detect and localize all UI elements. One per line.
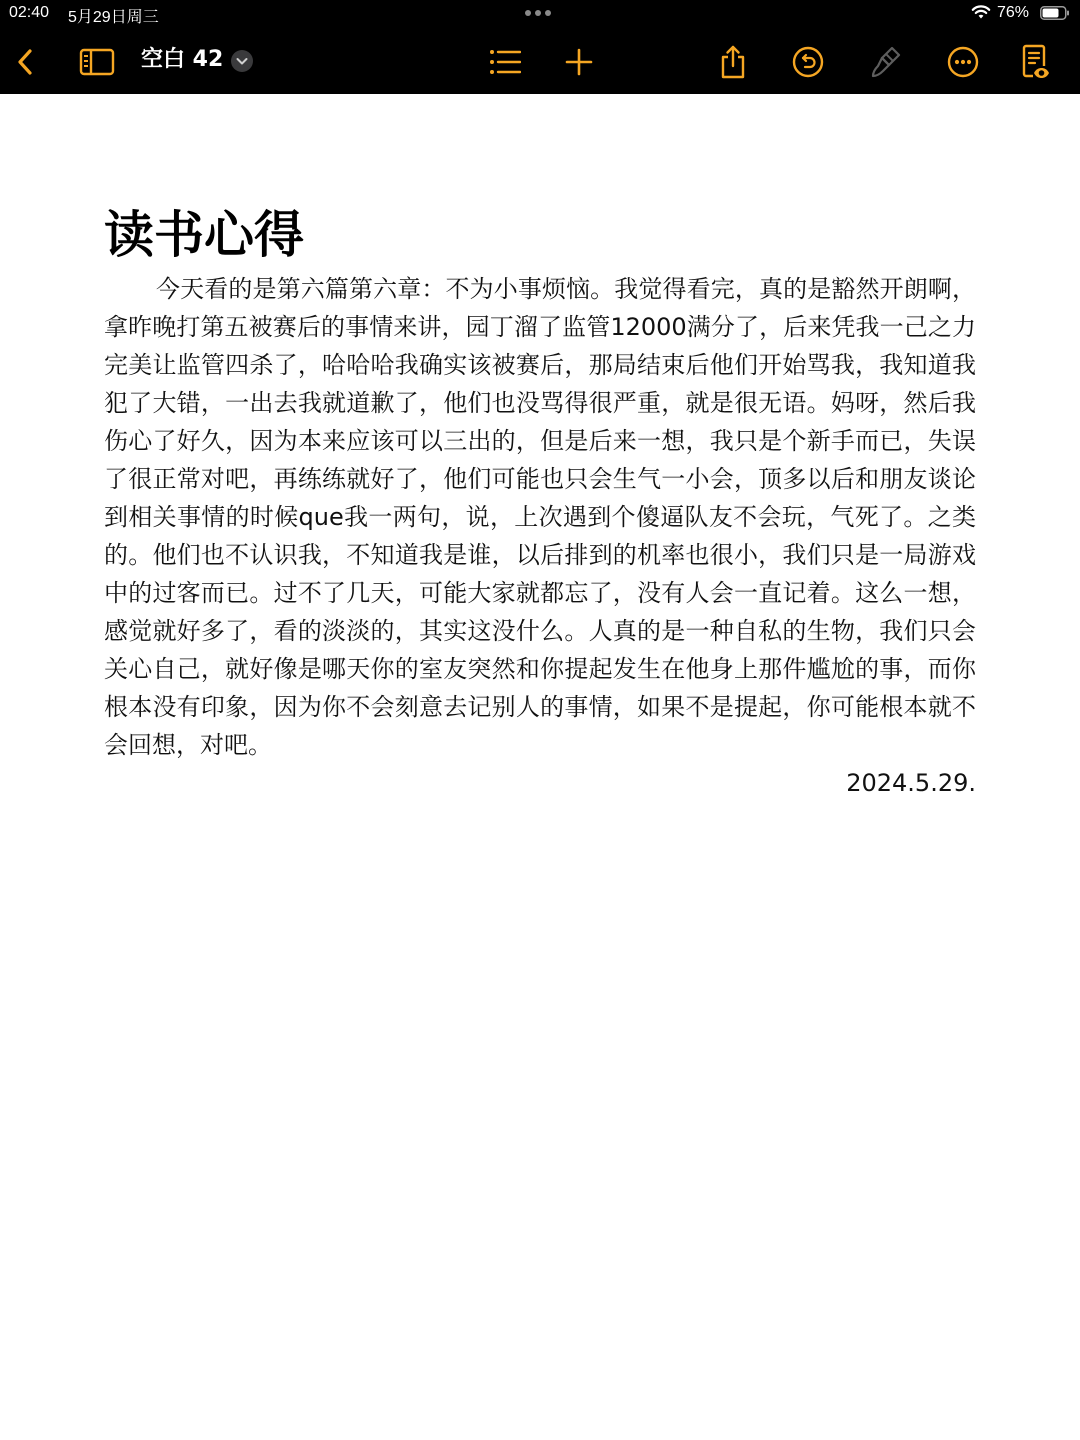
document-title[interactable]: 空白 42 bbox=[141, 47, 224, 72]
list-button[interactable] bbox=[483, 40, 527, 84]
battery-percent: 76% bbox=[997, 4, 1030, 21]
sidebar-button[interactable] bbox=[75, 40, 119, 84]
list-icon bbox=[489, 49, 521, 75]
chevron-down-icon bbox=[230, 49, 254, 73]
document-date[interactable]: 2024.5.29. bbox=[846, 769, 976, 797]
document-page[interactable] bbox=[104, 200, 976, 802]
battery-icon bbox=[1040, 6, 1068, 20]
back-button[interactable] bbox=[4, 40, 48, 84]
add-button[interactable] bbox=[557, 40, 601, 84]
document-toolbar bbox=[0, 28, 1080, 94]
share-icon bbox=[719, 45, 747, 79]
status-date: 5月29日周三 bbox=[68, 9, 159, 26]
plus-icon bbox=[565, 48, 593, 76]
more-button[interactable] bbox=[941, 40, 985, 84]
reading-view-button[interactable] bbox=[1013, 40, 1057, 84]
paintbrush-icon bbox=[870, 45, 902, 79]
ellipsis-icon bbox=[947, 46, 979, 78]
title-menu-button[interactable] bbox=[230, 49, 254, 73]
chevron-left-icon bbox=[14, 48, 38, 76]
format-button[interactable] bbox=[864, 40, 908, 84]
multitasking-dots-icon[interactable] bbox=[525, 10, 551, 16]
sidebar-icon bbox=[79, 48, 115, 76]
reading-view-icon bbox=[1020, 44, 1050, 80]
undo-icon bbox=[792, 46, 824, 78]
status-time: 02:40 bbox=[9, 4, 50, 21]
status-bar bbox=[0, 0, 1080, 28]
wifi-icon bbox=[971, 4, 991, 25]
document-body-paragraph[interactable]: 今天看的是第六篇第六章：不为小事烦恼。我觉得看完，真的是豁然开朗啊，拿昨晚打第五被赛后的事情来讲，园丁溜了监管12000满分了，后来凭我一己之力完美让监管四杀了，哈哈哈我确实该被赛后，那局结束后他们开始骂我，我知道我犯了大错，一出去我就道歉了，他们也没骂得很严重，就是很无语。妈呀，然后我伤心了好久，因为本来应该可以三出的，但是后来一想，我只是个新手而已，失误了很正常对吧，再练练就好了，他们可能也只会生气一小会，顶多以后和朋友谈论到相关事情的时候que我一两句，说，上次遇到个傻逼队友不会玩，气死了。之类的。他们也不认识我，不知道我是谁，以后排到的机率也很小，我们只是一局游戏中的过客而已。过不了几天，可能大家就都忘了，没有人会一直记着。这么一想，感觉就好多了，看的淡淡的，其实这没什么。人真的是一种自私的生物，我们只会关心自己，就好像是哪天你的室友突然和你提起发生在他身上那件尴尬的事，而你根本没有印象，因为你不会刻意去记别人的事情，如果不是提起，你可能根本就不会回想，对吧。 bbox=[104, 275, 976, 759]
undo-button[interactable] bbox=[786, 40, 830, 84]
document-heading[interactable]: 读书心得 bbox=[104, 206, 304, 264]
share-button[interactable] bbox=[711, 40, 755, 84]
